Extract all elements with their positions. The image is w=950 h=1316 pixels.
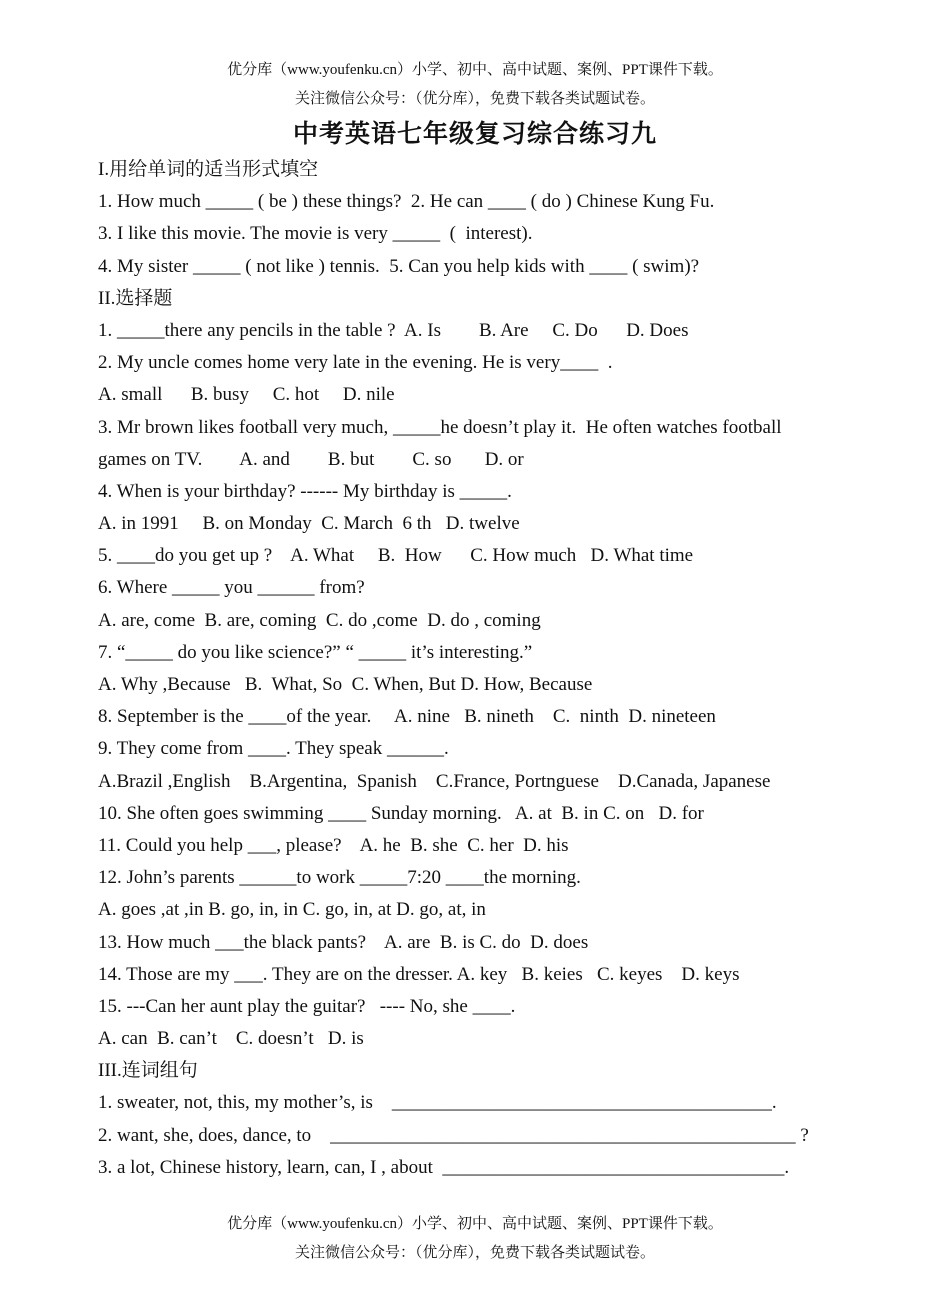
section-heading-1: I.用给单词的适当形式填空 — [98, 159, 319, 180]
worksheet-body — [98, 154, 868, 1184]
question-line: 9. They come from ____. They speak ______. — [98, 738, 449, 760]
question-line: 8. September is the ____of the year. A. nine B. nineth C. ninth D. nineteen — [98, 706, 716, 728]
question-line: 7. “_____ do you like science?” “ _____ it’s interesting.” — [98, 641, 533, 663]
question-line: 4. My sister _____ ( not like ) tennis. 5. Can you help kids with ____ ( swim)? — [98, 255, 700, 277]
header-line-1: 优分库（www.youfenku.cn）小学、初中、高中试题、案例、PPT课件下载。 — [227, 62, 723, 78]
question-line: 10. She often goes swimming ____ Sunday morning. A. at B. in C. on D. for — [98, 802, 704, 824]
question-line: 14. Those are my ___. They are on the dresser. A. key B. keies C. keyes D. keys — [98, 963, 740, 985]
options-line: A. small B. busy C. hot D. nile — [98, 384, 395, 406]
question-line: 5. ____do you get up ? A. What B. How C. How much D. What time — [98, 545, 694, 567]
footer-line-1: 优分库（www.youfenku.cn）小学、初中、高中试题、案例、PPT课件下载。 — [227, 1216, 723, 1232]
question-line: 4. When is your birthday? ------ My birthday is _____. — [98, 480, 512, 502]
question-line: 1. How much _____ ( be ) these things? 2. He can ____ ( do ) Chinese Kung Fu. — [98, 191, 715, 213]
options-line: A. Why ,Because B. What, So C. When, But D. How, Because — [98, 674, 593, 695]
options-line: A. goes ,at ,in B. go, in, in C. go, in, at D. go, at, in — [98, 899, 486, 921]
options-line: A.Brazil ,English B.Argentina, Spanish C.France, Portnguese D.Canada, Japanese — [98, 770, 771, 792]
options-line: games on TV. A. and B. but C. so D. or — [98, 448, 524, 470]
question-line: 12. John’s parents ______to work _____7:20 ____the morning. — [98, 867, 581, 889]
question-line: 15. ---Can her aunt play the guitar? ---- No, she ____. — [98, 995, 516, 1017]
options-line: A. are, come B. are, coming C. do ,come D. do , coming — [98, 609, 541, 631]
question-line: 3. I like this movie. The movie is very _____ ( interest). — [98, 223, 533, 245]
question-line: 13. How much ___the black pants? A. are B. is C. do D. does — [98, 931, 589, 953]
question-line: 3. a lot, Chinese history, learn, can, I , about ____________________________________. — [98, 1156, 790, 1178]
question-line: 6. Where _____ you ______ from? — [98, 577, 365, 599]
header-line-2: 关注微信公众号：（优分库），免费下载各类试题试卷。 — [294, 91, 655, 107]
question-line: 2. want, she, does, dance, to _________________________________________________ ? — [98, 1124, 809, 1146]
options-line: A. in 1991 B. on Monday C. March 6 th D. twelve — [98, 513, 520, 535]
question-line: 11. Could you help ___, please? A. he B. she C. her D. his — [98, 834, 569, 856]
page-title: 中考英语七年级复习综合练习九 — [292, 121, 657, 148]
question-line: 1. sweater, not, this, my mother’s, is ________________________________________. — [98, 1092, 777, 1114]
section-heading-3: III.连词组句 — [98, 1060, 198, 1082]
page-footer — [0, 1210, 950, 1268]
page-header — [0, 56, 950, 114]
options-line: A. can B. can’t C. doesn’t D. is — [98, 1028, 364, 1050]
question-line: 1. _____there any pencils in the table ? A. Is B. Are C. Do D. Does — [98, 319, 689, 341]
question-line: 2. My uncle comes home very late in the evening. He is very____ . — [98, 352, 613, 374]
section-heading-2: II.选择题 — [98, 287, 173, 309]
footer-line-2: 关注微信公众号：（优分库），免费下载各类试题试卷。 — [294, 1245, 655, 1261]
question-line: 3. Mr brown likes football very much, _____he doesn’t play it. He often watches football — [98, 416, 782, 438]
